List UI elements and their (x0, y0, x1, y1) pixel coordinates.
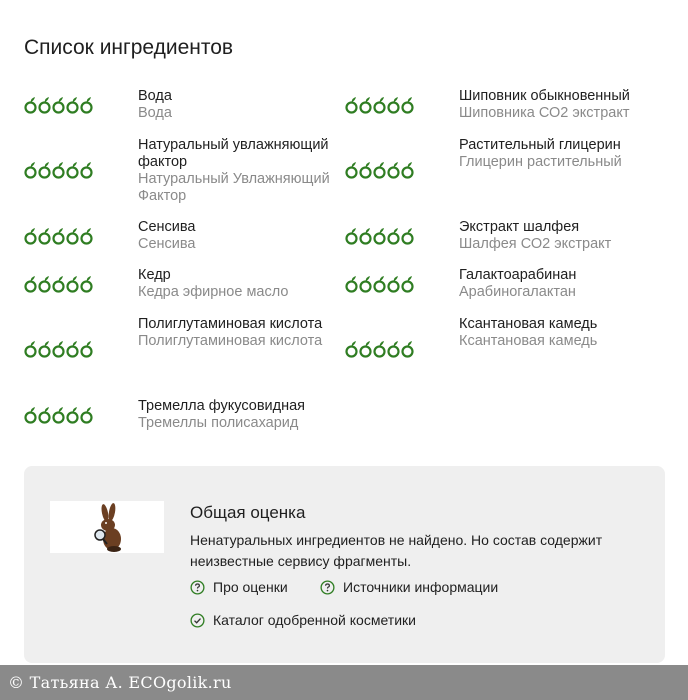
ingredient-rating (345, 227, 414, 245)
leaf-icon (66, 275, 79, 293)
ingredient-alias: Сенсива (138, 236, 196, 252)
leaf-icon (80, 340, 93, 358)
ingredient-name: Ксантановая камедь (459, 316, 598, 332)
question-circle-icon (320, 580, 335, 595)
leaf-icon (24, 96, 37, 114)
leaf-icon (387, 96, 400, 114)
leaf-icon (66, 227, 79, 245)
summary-illustration (50, 501, 164, 553)
summary-title: Общая оценка (190, 503, 306, 522)
ingredient-name: Галактоарабинан (459, 267, 577, 283)
ingredient-name: Натуральный увлажняющий фактор (138, 137, 329, 170)
ingredient-alias: Шалфея СО2 экстракт (459, 236, 612, 252)
leaf-icon (52, 406, 65, 424)
leaf-icon (345, 161, 358, 179)
question-circle-icon (190, 580, 205, 595)
leaf-icon (373, 161, 386, 179)
leaf-icon (401, 161, 414, 179)
watermark-text: © Татьяна А. ECOgolik.ru (8, 673, 232, 692)
leaf-icon (387, 340, 400, 358)
info-sources-label: Источники информации (343, 579, 499, 595)
leaf-icon (373, 275, 386, 293)
ingredient-rating (24, 275, 93, 293)
about-ratings-label: Про оценки (213, 579, 288, 595)
leaf-icon (359, 161, 372, 179)
leaf-icon (387, 227, 400, 245)
ingredient-rating (345, 275, 414, 293)
leaf-icon (401, 340, 414, 358)
leaf-icon (52, 96, 65, 114)
ingredient-rating (345, 161, 414, 179)
ingredient-alias: Полиглутаминовая кислота (138, 333, 323, 349)
ingredient-alias: Натуральный Увлажняющий Фактор (138, 171, 330, 204)
leaf-icon (38, 227, 51, 245)
leaf-icon (80, 227, 93, 245)
leaf-icon (80, 275, 93, 293)
ingredient-name: Вода (138, 88, 172, 104)
leaf-icon (24, 161, 37, 179)
ingredient-alias: Глицерин растительный (459, 154, 622, 170)
leaf-icon (80, 96, 93, 114)
leaf-icon (345, 227, 358, 245)
leaf-icon (52, 161, 65, 179)
about-ratings-link[interactable] (190, 579, 288, 595)
rabbit-with-magnifier-icon (50, 501, 164, 553)
leaf-icon (345, 340, 358, 358)
ingredient-name: Полиглутаминовая кислота (138, 316, 323, 332)
leaf-icon (66, 406, 79, 424)
watermark-footer (0, 665, 688, 700)
leaf-icon (359, 227, 372, 245)
leaf-icon (80, 161, 93, 179)
ingredient-name: Растительный глицерин (459, 137, 621, 153)
ingredient-alias: Шиповника СО2 экстракт (459, 105, 630, 121)
leaf-icon (345, 275, 358, 293)
leaf-icon (38, 406, 51, 424)
leaf-icon (401, 227, 414, 245)
ingredient-alias: Вода (138, 105, 172, 121)
ingredient-rating (24, 161, 93, 179)
ingredient-rating (24, 340, 93, 358)
leaf-icon (80, 406, 93, 424)
approved-cosmetics-link[interactable] (190, 612, 416, 628)
leaf-icon (24, 275, 37, 293)
leaf-icon (38, 161, 51, 179)
leaf-icon (24, 227, 37, 245)
leaf-icon (24, 340, 37, 358)
leaf-icon (373, 340, 386, 358)
ingredient-name: Кедр (138, 267, 171, 283)
leaf-icon (66, 340, 79, 358)
summary-panel (24, 466, 665, 663)
page-title: Список ингредиентов (24, 36, 234, 59)
ingredient-rating (345, 340, 414, 358)
check-circle-icon (190, 613, 205, 628)
leaf-icon (373, 96, 386, 114)
leaf-icon (359, 340, 372, 358)
leaf-icon (401, 96, 414, 114)
ingredient-alias: Арабиногалактан (459, 284, 576, 300)
approved-cosmetics-label: Каталог одобренной косметики (213, 612, 416, 628)
leaf-icon (52, 275, 65, 293)
leaf-icon (38, 96, 51, 114)
leaf-icon (24, 406, 37, 424)
ingredient-rating (345, 96, 414, 114)
ingredient-name: Сенсива (138, 219, 196, 235)
ingredient-name: Шиповник обыкновенный (459, 88, 630, 104)
leaf-icon (66, 161, 79, 179)
leaf-icon (52, 340, 65, 358)
ingredient-alias: Тремеллы полисахарид (138, 415, 299, 431)
leaf-icon (387, 161, 400, 179)
leaf-icon (52, 227, 65, 245)
ingredient-alias: Кедра эфирное масло (138, 284, 289, 300)
ingredient-alias: Ксантановая камедь (459, 333, 598, 349)
leaf-icon (359, 275, 372, 293)
leaf-icon (38, 340, 51, 358)
ingredient-name: Тремелла фукусовидная (138, 398, 306, 414)
ingredient-rating (24, 406, 93, 424)
ingredient-rating (24, 96, 93, 114)
leaf-icon (401, 275, 414, 293)
leaf-icon (359, 96, 372, 114)
leaf-icon (373, 227, 386, 245)
summary-text: Ненатуральных ингредиентов не найдено. Но состав содержит неизвестные сервису фрагменты. (190, 532, 603, 569)
ingredient-name: Экстракт шалфея (459, 219, 580, 235)
leaf-icon (38, 275, 51, 293)
ingredient-rating (24, 227, 93, 245)
leaf-icon (66, 96, 79, 114)
leaf-icon (387, 275, 400, 293)
leaf-icon (345, 96, 358, 114)
info-sources-link[interactable] (320, 579, 498, 595)
